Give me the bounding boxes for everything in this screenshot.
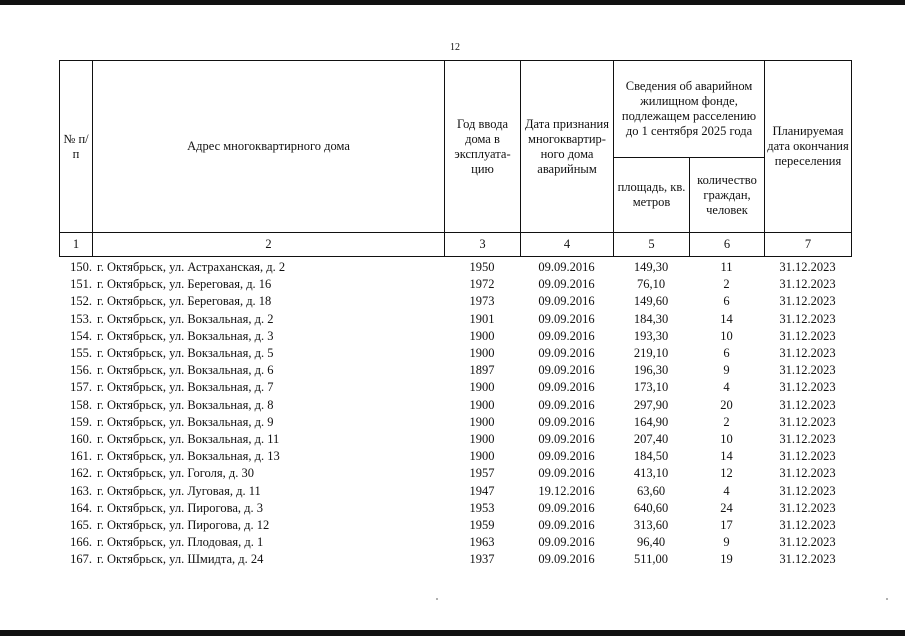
row-address: г. Октябрьск, ул. Плодовая, д. 1 <box>97 535 264 550</box>
column-number: 5 <box>614 233 690 257</box>
row-area: 297,90 <box>633 397 669 412</box>
row-area: 63,60 <box>636 483 666 498</box>
row-date-recognized: 09.09.2016 <box>538 535 595 550</box>
scan-bottom-border <box>0 630 905 636</box>
row-date-recognized: 19.12.2016 <box>538 483 595 498</box>
row-address: г. Октябрьск, ул. Астраханская, д. 2 <box>97 260 286 274</box>
scan-speck <box>436 598 438 600</box>
row-residents: 4 <box>723 380 730 395</box>
column-number: 1 <box>60 233 93 257</box>
row-residents: 6 <box>723 346 730 361</box>
row-residents: 10 <box>720 432 733 447</box>
row-planned-date: 31.12.2023 <box>779 311 836 326</box>
row-year: 1900 <box>469 328 495 343</box>
row-year: 1900 <box>469 414 495 429</box>
row-number: 167. <box>70 552 92 567</box>
row-year: 1950 <box>469 260 495 274</box>
scan-top-border <box>0 0 905 5</box>
row-area: 219,10 <box>633 346 669 361</box>
row-planned-date: 31.12.2023 <box>779 277 836 292</box>
row-residents: 24 <box>720 500 733 515</box>
row-residents: 2 <box>723 277 730 292</box>
table-row <box>59 259 851 276</box>
row-address: г. Октябрьск, ул. Вокзальная, д. 11 <box>97 432 280 447</box>
row-date-recognized: 09.09.2016 <box>538 449 595 464</box>
row-area: 640,60 <box>633 500 669 515</box>
row-address: г. Октябрьск, ул. Вокзальная, д. 7 <box>97 380 274 395</box>
header-planned-date: Планируемая дата окончания переселения <box>765 61 852 233</box>
row-number: 166. <box>70 535 92 550</box>
table-row <box>59 431 851 448</box>
table-row <box>59 293 851 310</box>
row-planned-date: 31.12.2023 <box>779 346 836 361</box>
row-address: г. Октябрьск, ул. Вокзальная, д. 3 <box>97 328 274 343</box>
row-planned-date: 31.12.2023 <box>779 328 836 343</box>
table-row <box>59 414 851 431</box>
row-address: г. Октябрьск, ул. Пирогова, д. 3 <box>97 500 263 515</box>
row-area: 173,10 <box>633 380 669 395</box>
row-year: 1957 <box>469 466 495 481</box>
row-year: 1959 <box>469 518 495 533</box>
row-year: 1897 <box>469 363 495 378</box>
row-year: 1900 <box>469 432 495 447</box>
row-address: г. Октябрьск, ул. Вокзальная, д. 6 <box>97 363 274 378</box>
row-address: г. Октябрьск, ул. Вокзальная, д. 9 <box>97 414 274 429</box>
row-number: 155. <box>70 346 92 361</box>
row-year: 1972 <box>469 277 495 292</box>
table-row <box>59 397 851 414</box>
row-planned-date: 31.12.2023 <box>779 535 836 550</box>
table-row <box>59 465 851 482</box>
row-date-recognized: 09.09.2016 <box>538 346 595 361</box>
table-row <box>59 311 851 328</box>
row-area: 96,40 <box>636 535 666 550</box>
row-area: 149,30 <box>633 260 669 274</box>
row-date-recognized: 09.09.2016 <box>538 466 595 481</box>
table-row <box>59 448 851 465</box>
row-area: 184,50 <box>633 449 669 464</box>
row-year: 1901 <box>469 311 495 326</box>
row-date-recognized: 09.09.2016 <box>538 500 595 515</box>
table-row <box>59 379 851 396</box>
row-planned-date: 31.12.2023 <box>779 449 836 464</box>
row-address: г. Октябрьск, ул. Вокзальная, д. 8 <box>97 397 274 412</box>
row-area: 413,10 <box>633 466 669 481</box>
row-number: 158. <box>70 397 92 412</box>
row-year: 1900 <box>469 449 495 464</box>
row-date-recognized: 09.09.2016 <box>538 260 595 274</box>
row-year: 1900 <box>469 346 495 361</box>
row-planned-date: 31.12.2023 <box>779 363 836 378</box>
row-year: 1900 <box>469 380 495 395</box>
row-number: 150. <box>70 260 92 274</box>
row-area: 313,60 <box>633 518 669 533</box>
row-date-recognized: 09.09.2016 <box>538 363 595 378</box>
row-year: 1947 <box>469 483 495 498</box>
row-planned-date: 31.12.2023 <box>779 483 836 498</box>
row-date-recognized: 09.09.2016 <box>538 414 595 429</box>
header-year: Год ввода дома в эксплуата-цию <box>445 61 521 233</box>
row-year: 1900 <box>469 397 495 412</box>
row-address: г. Октябрьск, ул. Вокзальная, д. 5 <box>97 346 274 361</box>
header-address: Адрес многоквартирного дома <box>93 61 445 233</box>
row-residents: 6 <box>723 294 730 309</box>
header-info-group: Сведения об аварийном жилищном фонде, подлежащем расселению до 1 сентября 2025 года <box>614 61 765 158</box>
row-residents: 2 <box>723 414 730 429</box>
row-number: 163. <box>70 483 92 498</box>
row-date-recognized: 09.09.2016 <box>538 294 595 309</box>
row-residents: 9 <box>723 363 730 378</box>
row-area: 207,40 <box>633 432 669 447</box>
row-number: 157. <box>70 380 92 395</box>
row-planned-date: 31.12.2023 <box>779 552 836 567</box>
row-area: 76,10 <box>636 277 666 292</box>
header-residents: количество граждан, человек <box>690 158 765 233</box>
row-area: 149,60 <box>633 294 669 309</box>
row-address: г. Октябрьск, ул. Береговая, д. 18 <box>97 294 272 309</box>
table-row <box>59 276 851 293</box>
row-number: 164. <box>70 500 92 515</box>
row-number: 159. <box>70 414 92 429</box>
row-date-recognized: 09.09.2016 <box>538 397 595 412</box>
row-residents: 14 <box>720 311 733 326</box>
row-date-recognized: 09.09.2016 <box>538 311 595 326</box>
table-row <box>59 328 851 345</box>
row-year: 1953 <box>469 500 495 515</box>
row-area: 196,30 <box>633 363 669 378</box>
row-planned-date: 31.12.2023 <box>779 432 836 447</box>
row-address: г. Октябрьск, ул. Луговая, д. 11 <box>97 483 261 498</box>
data-table <box>59 259 851 569</box>
row-address: г. Октябрьск, ул. Береговая, д. 16 <box>97 277 272 292</box>
column-number: 7 <box>765 233 852 257</box>
row-planned-date: 31.12.2023 <box>779 397 836 412</box>
row-year: 1937 <box>469 552 495 567</box>
row-address: г. Октябрьск, ул. Вокзальная, д. 13 <box>97 449 280 464</box>
row-number: 154. <box>70 328 92 343</box>
row-number: 152. <box>70 294 92 309</box>
header-area: площадь, кв. метров <box>614 158 690 233</box>
row-number: 153. <box>70 311 92 326</box>
row-residents: 12 <box>720 466 733 481</box>
row-planned-date: 31.12.2023 <box>779 518 836 533</box>
row-address: г. Октябрьск, ул. Шмидта, д. 24 <box>97 552 264 567</box>
row-planned-date: 31.12.2023 <box>779 260 836 274</box>
row-number: 151. <box>70 277 92 292</box>
row-address: г. Октябрьск, ул. Вокзальная, д. 2 <box>97 311 274 326</box>
header-date-recognized: Дата признания многоквартир-ного дома аварийным <box>521 61 614 233</box>
row-residents: 19 <box>720 552 733 567</box>
column-number: 2 <box>93 233 445 257</box>
column-number: 3 <box>445 233 521 257</box>
row-year: 1973 <box>469 294 495 309</box>
row-area: 193,30 <box>633 328 669 343</box>
column-number: 4 <box>521 233 614 257</box>
table-row <box>59 483 851 500</box>
row-residents: 20 <box>720 397 733 412</box>
row-number: 165. <box>70 518 92 533</box>
table-header <box>59 60 852 257</box>
row-address: г. Октябрьск, ул. Гоголя, д. 30 <box>97 466 254 481</box>
table-row <box>59 500 851 517</box>
row-residents: 11 <box>720 260 733 274</box>
row-date-recognized: 09.09.2016 <box>538 328 595 343</box>
row-area: 511,00 <box>634 552 668 567</box>
row-number: 161. <box>70 449 92 464</box>
column-number-row <box>60 233 852 257</box>
column-number: 6 <box>690 233 765 257</box>
row-residents: 4 <box>723 483 730 498</box>
table-row <box>59 551 851 568</box>
row-residents: 14 <box>720 449 733 464</box>
row-number: 160. <box>70 432 92 447</box>
row-number: 156. <box>70 363 92 378</box>
header-num: № п/п <box>60 61 93 233</box>
row-year: 1963 <box>469 535 495 550</box>
row-date-recognized: 09.09.2016 <box>538 432 595 447</box>
row-planned-date: 31.12.2023 <box>779 466 836 481</box>
scan-speck <box>886 598 888 600</box>
row-residents: 17 <box>720 518 733 533</box>
row-date-recognized: 09.09.2016 <box>538 380 595 395</box>
row-residents: 9 <box>723 535 730 550</box>
row-residents: 10 <box>720 328 733 343</box>
row-planned-date: 31.12.2023 <box>779 500 836 515</box>
table-row <box>59 345 851 362</box>
table-row <box>59 517 851 534</box>
row-date-recognized: 09.09.2016 <box>538 552 595 567</box>
row-area: 184,30 <box>633 311 669 326</box>
row-planned-date: 31.12.2023 <box>779 414 836 429</box>
row-date-recognized: 09.09.2016 <box>538 277 595 292</box>
table-row <box>59 362 851 379</box>
row-address: г. Октябрьск, ул. Пирогова, д. 12 <box>97 518 270 533</box>
row-planned-date: 31.12.2023 <box>779 294 836 309</box>
row-number: 162. <box>70 466 92 481</box>
page-number: 12 <box>450 42 460 53</box>
row-area: 164,90 <box>633 414 669 429</box>
row-planned-date: 31.12.2023 <box>779 380 836 395</box>
table-row <box>59 534 851 551</box>
row-date-recognized: 09.09.2016 <box>538 518 595 533</box>
